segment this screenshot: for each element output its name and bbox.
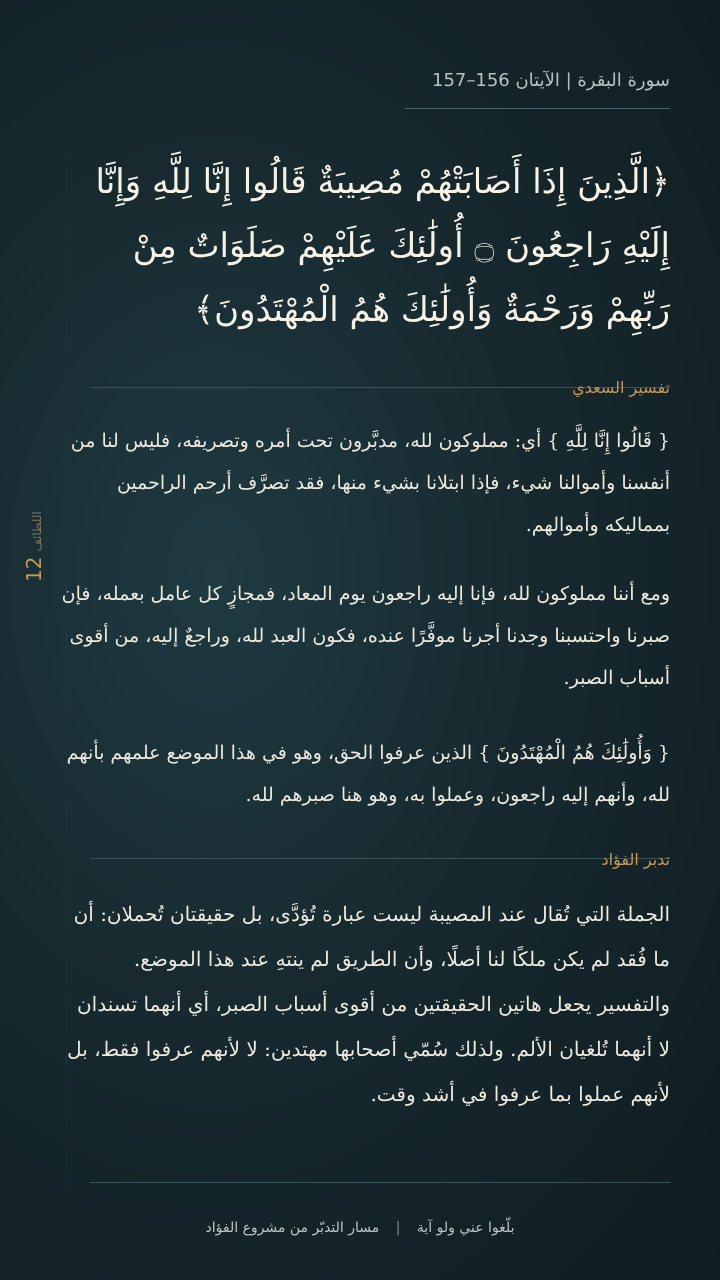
reflection-text: الجملة التي تُقال عند المصيبة ليست عبارة تُؤدَّى، بل حقيقتان تُحملان: أن ما فُقد لم يكن ملكًا لنا أصلًا، وأن الطريق لم ينتهِ عند هذا الموضع. والتفسير يجعل هاتين الحقيقتين من أقوى أسباب الصبر، أي أنهما تسندان لا أنهما تُلغيان الألم. ولذلك سُمّي أصحابها مهتدين: لا لأنهم عرفوا فقط، بل لأنهم عملوا بما عرفوا في أشد وقت. [67, 902, 670, 1106]
footer [0, 1220, 720, 1236]
header-divider [405, 108, 670, 109]
tafsir-paragraph-1: { قَالُوا إِنَّا لِلَّهِ } أي: مملوكون لله، مدبَّرون تحت أمره وتصريفه، فليس لنا من أنفسنا وأموالنا شيء، فإذا ابتلانا بشيء منها، فقد تصرَّف أرحم الراحمين بمماليكه وأموالهم. [70, 430, 670, 536]
side-marker [22, 511, 82, 690]
side-label-number: 12 [22, 556, 46, 582]
tafsir-paragraph-3: { وَأُولَٰئِكَ هُمُ الْمُهْتَدُونَ } الذين عرفوا الحق، وهو في هذا الموضع علمهم بأنهم لله، وأنهم إليه راجعون، وعملوا به، وهو هنا صبرهم لله. [66, 742, 670, 806]
quran-verse: ﴿الَّذِينَ إِذَا أَصَابَتْهُمْ مُصِيبَةٌ قَالُوا إِنَّا لِلَّهِ وَإِنَّا إِلَيْهِ رَاجِعُونَ ۝ أُولَٰئِكَ عَلَيْهِمْ صَلَوَاتٌ مِنْ رَبِّهِمْ وَرَحْمَةٌ وَأُولَٰئِكَ هُمُ الْمُهْتَدُونَ﴾ [95, 162, 670, 330]
surah-header [350, 70, 670, 91]
tafsir-label: تفسير السعدي [572, 378, 670, 397]
reflection-label: تدبر الفؤاد [601, 850, 670, 869]
footer-right-text: مسار التدبّر من مشروع الفؤاد [205, 1220, 380, 1236]
side-label-text: اللطائف [30, 511, 44, 552]
tafsir-paragraph-2: ومع أننا مملوكون لله، فإنا إليه راجعون يوم المعاد، فمجازٍ كل عامل بعمله، فإن صبرنا واحتسبنا وجدنا أجرنا موفَّرًا عنده، فكون العبد لله، وراجعٌ إليه، من أقوى أسباب الصبر. [61, 583, 670, 689]
footer-left-text: بلّغوا عني ولو آية [416, 1220, 515, 1236]
reflection-divider [90, 858, 670, 859]
footer-divider [90, 1182, 670, 1183]
surah-title: سورة البقرة | الآيتان 156–157 [432, 70, 670, 91]
footer-separator: | [395, 1220, 401, 1236]
